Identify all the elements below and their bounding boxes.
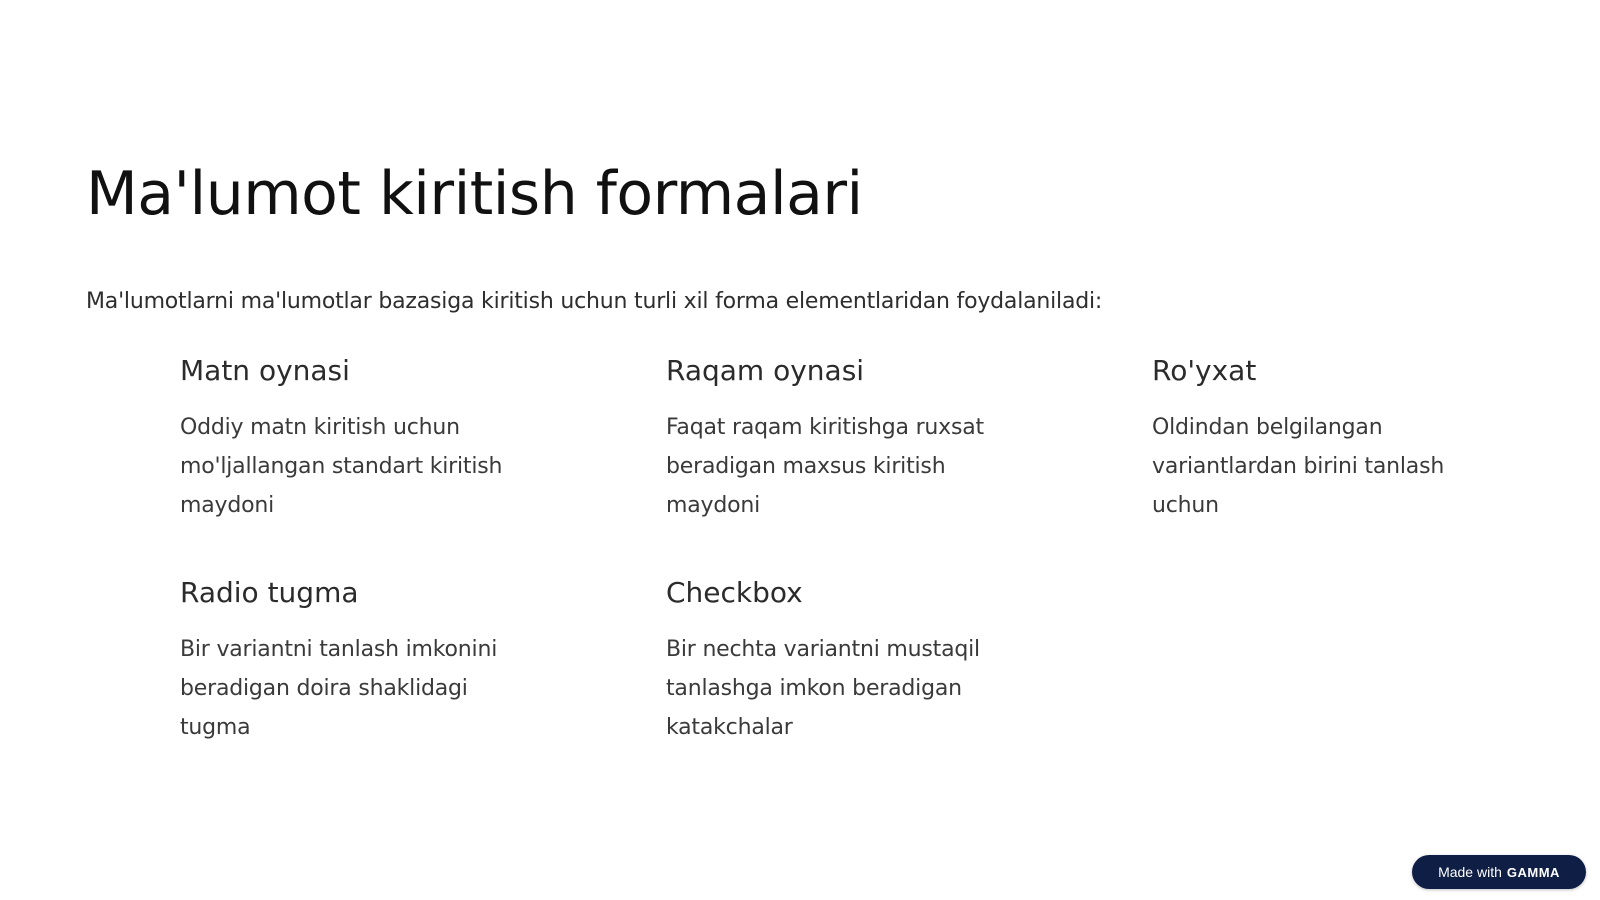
card-title: Ro'yxat <box>1152 354 1257 387</box>
card-description: Oldindan belgilangan variantlardan birini tanlash uchun <box>1152 415 1445 518</box>
card-number-input <box>666 353 1046 525</box>
card-description: Oddiy matn kiritish uchun mo'ljallangan standart kiritish maydoni <box>180 415 503 518</box>
card-description: Bir variantni tanlash imkonini beradigan doira shaklidagi tugma <box>180 637 498 740</box>
card-description: Faqat raqam kiritishga ruxsat beradigan maxsus kiritish maydoni <box>666 415 984 518</box>
card-title: Matn oynasi <box>180 354 350 387</box>
card-description: Bir nechta variantni mustaqil tanlashga imkon beradigan katakchalar <box>666 637 980 740</box>
card-title: Checkbox <box>666 576 803 609</box>
badge-prefix: Made with <box>1438 864 1502 880</box>
made-with-gamma-badge[interactable] <box>1412 855 1586 889</box>
intro-text: Ma'lumotlarni ma'lumotlar bazasiga kiritish uchun turli xil forma elementlaridan foydalaniladi: <box>86 289 1103 314</box>
slide-title: Ma'lumot kiritish formalari <box>86 159 863 229</box>
card-radio-button <box>180 575 560 747</box>
card-text-input <box>180 353 560 525</box>
card-title: Raqam oynasi <box>666 354 865 387</box>
badge-brand: GAMMA <box>1506 864 1560 880</box>
card-list <box>1152 353 1532 525</box>
card-title: Radio tugma <box>180 576 359 609</box>
card-checkbox <box>666 575 1046 747</box>
